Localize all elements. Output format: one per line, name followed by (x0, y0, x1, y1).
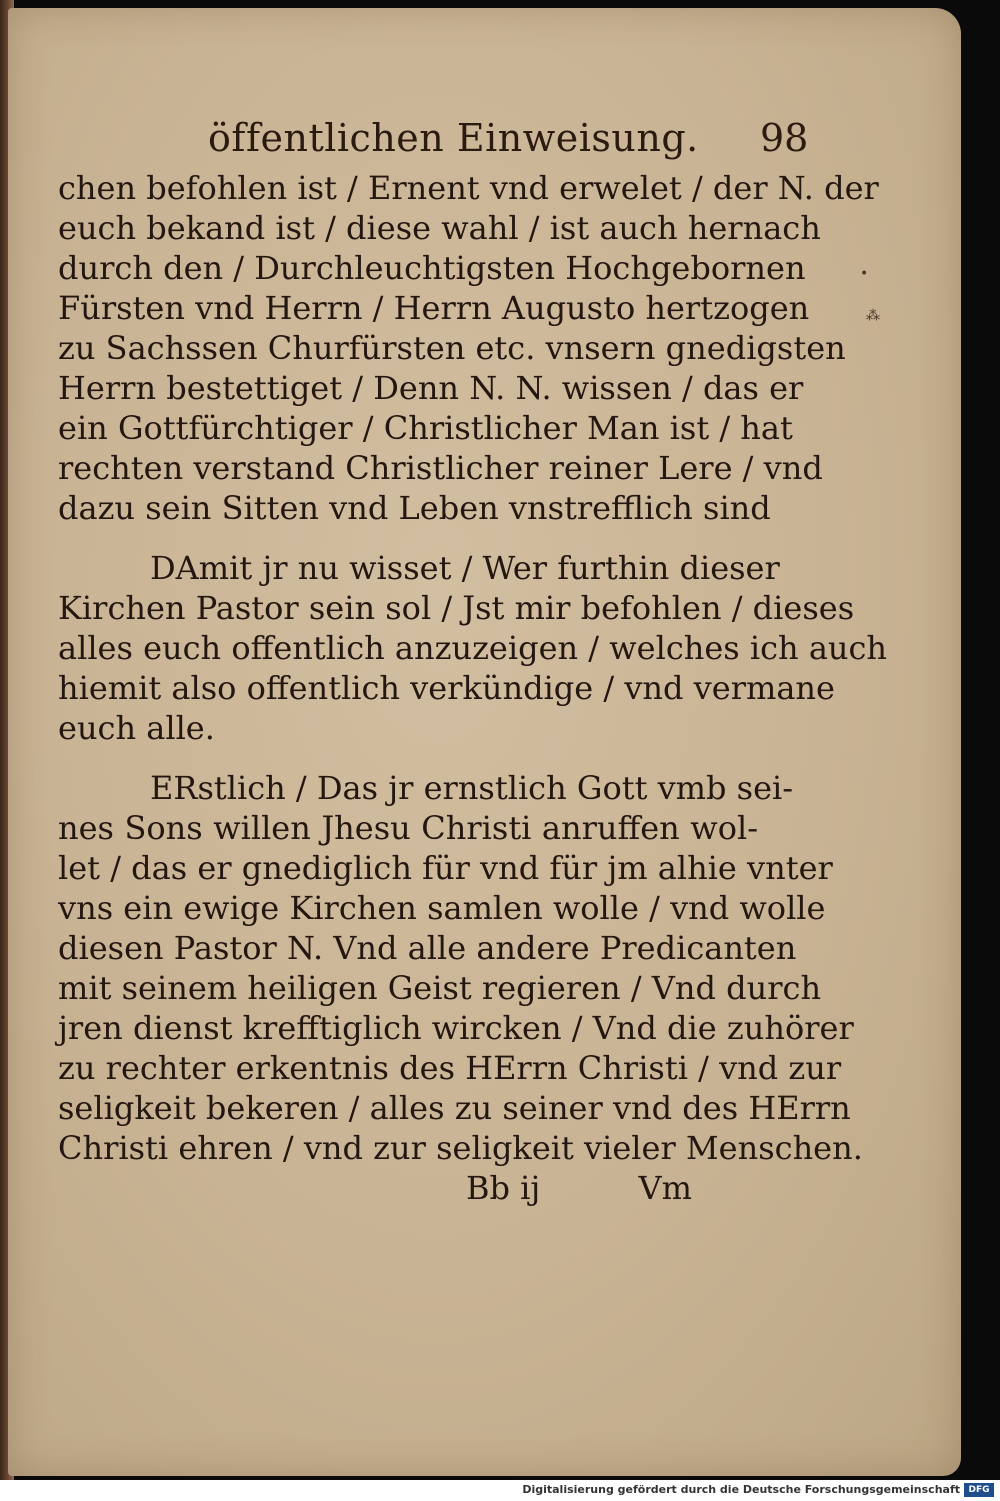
text-line: seligkeit bekeren / alles zu seiner vnd des HErrn (58, 1089, 851, 1127)
margin-speck: • (860, 266, 869, 282)
signature-line (58, 1168, 758, 1208)
book-page (8, 8, 961, 1476)
body-text (58, 168, 888, 1208)
digitization-footer (0, 1480, 1000, 1501)
text-line: DAmit jr nu wisset / Wer furthin dieser (150, 549, 780, 587)
text-line: mit seinem heiligen Geist regieren / Vnd durch (58, 969, 822, 1007)
text-line: Herrn bestettiget / Denn N. N. wissen / das er (58, 369, 804, 407)
text-line: chen befohlen ist / Ernent vnd erwelet / der N. der (58, 169, 879, 207)
text-line: euch bekand ist / diese wahl / ist auch hernach (58, 209, 821, 247)
paragraph (58, 168, 879, 528)
text-line: Kirchen Pastor sein sol / Jst mir befohlen / dieses (58, 589, 855, 627)
text-line: zu Sachssen Churfürsten etc. vnsern gnedigsten (58, 329, 846, 367)
text-line: Christi ehren / vnd zur seligkeit vieler Menschen. (58, 1129, 863, 1167)
funding-notice: Digitalisierung gefördert durch die Deutsche Forschungsgemeinschaft (522, 1483, 960, 1496)
text-line: diesen Pastor N. Vnd alle andere Predicanten (58, 929, 797, 967)
text-line: vns ein ewige Kirchen samlen wolle / vnd wolle (58, 889, 826, 927)
text-line: let / das er gnediglich für vnd für jm alhie vnter (58, 849, 833, 887)
text-line: dazu sein Sitten vnd Leben vnstrefflich sind (58, 489, 771, 527)
text-line: rechten verstand Christlicher reiner Lere / vnd (58, 449, 823, 487)
text-line: Fürsten vnd Herrn / Herrn Augusto hertzogen (58, 289, 810, 327)
text-line: alles euch offentlich anzuzeigen / welches ich auch (58, 629, 888, 667)
text-line: durch den / Durchleuchtigsten Hochgebornen (58, 249, 806, 287)
text-line: hiemit also offentlich verkündige / vnd vermane (58, 669, 835, 707)
text-line: zu rechter erkentnis des HErrn Christi / vnd zur (58, 1049, 842, 1087)
margin-speck: ⁂ (866, 308, 880, 324)
text-line: euch alle. (58, 709, 215, 747)
text-line: ein Gottfürchtiger / Christlicher Man ist / hat (58, 409, 793, 447)
text-line: ERstlich / Das jr ernstlich Gott vmb sei- (150, 769, 794, 807)
dfg-logo-icon: DFG (964, 1483, 994, 1497)
paragraph (58, 768, 863, 1168)
catchword: Vm (638, 1169, 692, 1207)
text-line: nes Sons willen Jhesu Christi anruffen wol- (58, 809, 758, 847)
page-number: 98 (760, 116, 809, 160)
paragraph (58, 548, 888, 748)
text-line: jren dienst krefftiglich wircken / Vnd die zuhörer (58, 1009, 854, 1047)
signature-mark: Bb ij (466, 1169, 541, 1207)
running-head: öffentlichen Einweisung. (208, 116, 699, 160)
